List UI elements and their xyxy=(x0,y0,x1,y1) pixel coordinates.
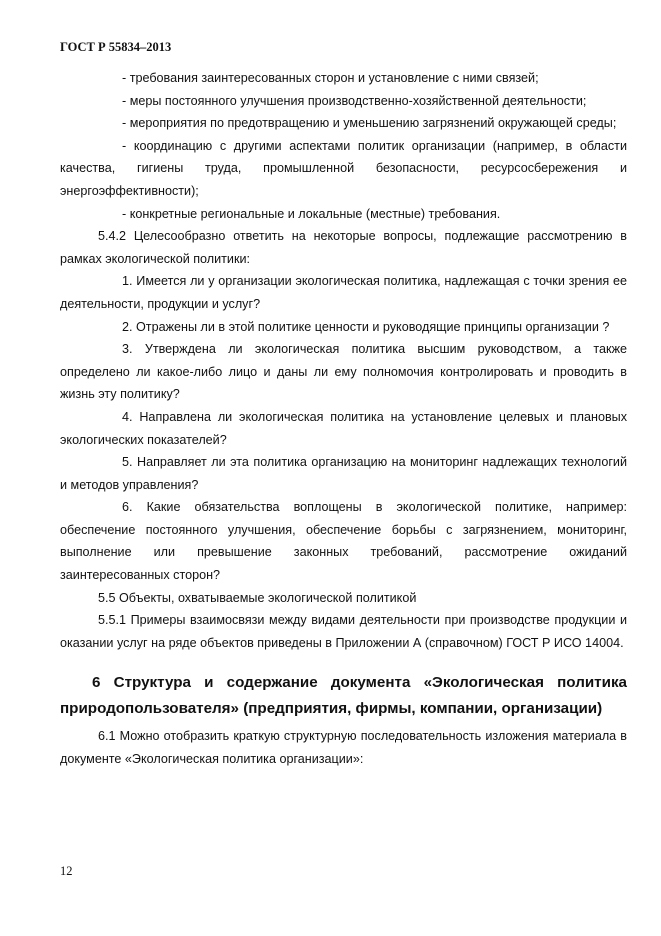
list-item-coordination: - координацию с другими аспектами политик организации (например, в области качества, гигиены труда, промышленной безопасности, ресурсосбережения и энергоэффективности); xyxy=(60,138,627,198)
list-item-regional: - конкретные региональные и локальные (местные) требования. xyxy=(122,206,501,221)
page-number: 12 xyxy=(60,864,73,878)
question-2: 2. Отражены ли в этой политике ценности и руководящие принципы организации ? xyxy=(122,319,610,334)
question-1: 1. Имеется ли у организации экологическая политика, надлежащая с точки зрения ее деятельности, продукции и услуг? xyxy=(60,274,627,311)
question-5: 5. Направляет ли эта политика организацию на мониторинг надлежащих технологий и методов управления? xyxy=(60,455,627,492)
list-item-pollution: - мероприятия по предотвращению и уменьшению загрязнений окружающей среды; xyxy=(122,116,617,131)
section-6-heading: 6 Структура и содержание документа «Экологическая политика природопользователя» (предприятия, фирмы, компании, организации) xyxy=(60,674,627,718)
question-4: 4. Направлена ли экологическая политика на установление целевых и плановых экологических показателей? xyxy=(60,409,627,447)
list-item-requirements: - требования заинтересованных сторон и установление с ними связей; xyxy=(122,71,539,85)
paragraph-5-5-1: 5.5.1 Примеры взаимосвязи между видами деятельности при производстве продукции и оказании услуг на ряде объектов приведены в Приложении А (справочном) ГОСТ Р ИСО 14004. xyxy=(60,613,627,650)
question-6: 6. Какие обязательства воплощены в экологической политике, например: обеспечение постоянного улучшения, обеспечение борьбы с загрязнением, мониторинг, выполнение или превышение законных требований, рассмотрение ожиданий заинтересованных сторон? xyxy=(60,500,627,583)
question-3: 3. Утверждена ли экологическая политика высшим руководством, а также определено ли какое-либо лицо и даны ли ему полномочия контролировать и проводить в жизнь эту политику? xyxy=(60,342,627,402)
list-item-improvement: - меры постоянного улучшения производственно-хозяйственной деятельности; xyxy=(122,93,587,108)
paragraph-5-5: 5.5 Объекты, охватываемые экологической политикой xyxy=(98,590,417,605)
paragraph-5-4-2: 5.4.2 Целесообразно ответить на некоторые вопросы, подлежащие рассмотрению в рамках экологической политики: xyxy=(60,229,627,266)
paragraph-6-1: 6.1 Можно отобразить краткую структурную последовательность изложения материала в документе «Экологическая политика организации»: xyxy=(60,729,627,767)
page-content xyxy=(60,67,627,771)
document-code-header: ГОСТ Р 55834–2013 xyxy=(60,40,172,54)
